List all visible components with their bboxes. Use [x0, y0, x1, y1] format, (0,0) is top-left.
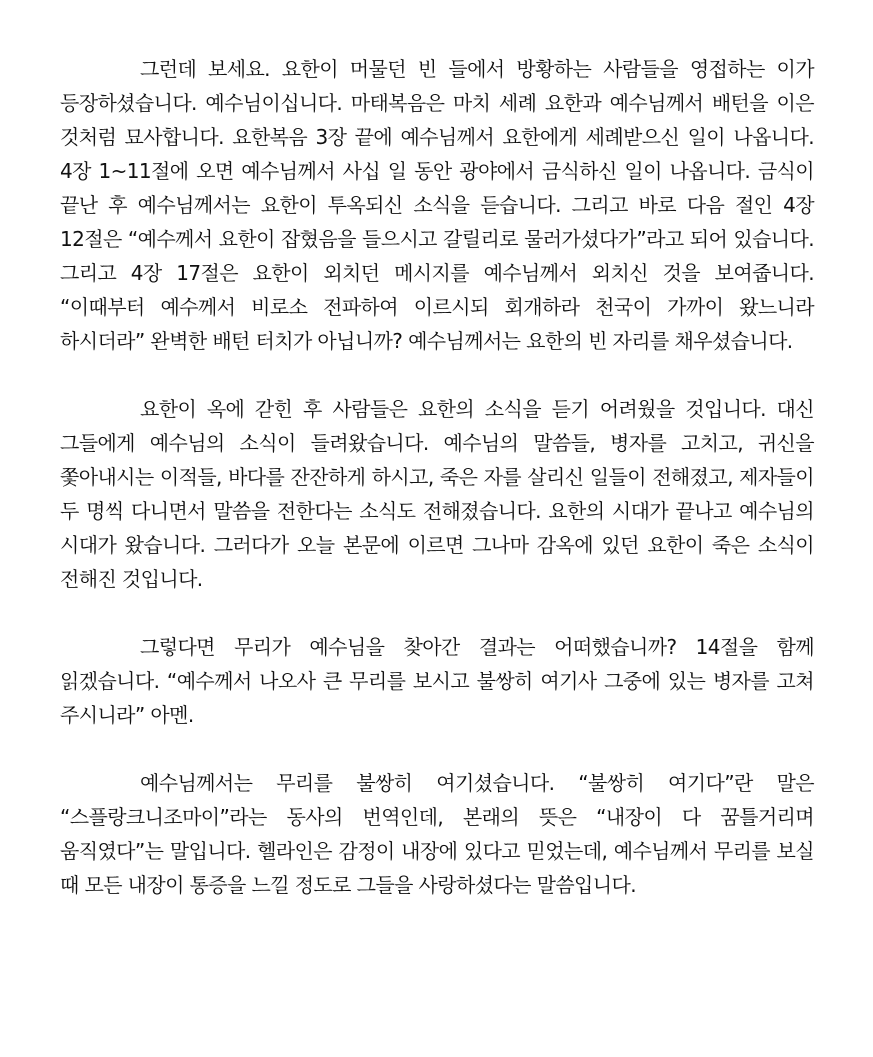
paragraph-compassion: 예수님께서는 무리를 불쌍히 여기셨습니다. “불쌍히 여기다”란 말은 “스플랑크니조마이”라는 동사의 번역인데, 본래의 뜻은 “내장이 다 꿈틀거리며 움직였다”는 말입니다. 헬라인은 감정이 내장에 있다고 믿었는데, 예수님께서 무리를 보실 때 모든 내장이 통증을 느낄 정도로 그들을 사랑하셨다는 말씀입니다.: [60, 771, 814, 897]
paragraph-news-of-jesus: 요한이 옥에 갇힌 후 사람들은 요한의 소식을 듣기 어려웠을 것입니다. 대신 그들에게 예수님의 소식이 들려왔습니다. 예수님의 말씀들, 병자를 고치고, 귀신을 쫓아내시는 이적들, 바다를 잔잔하게 하시고, 죽은 자를 살리신 일들이 전해졌고, 제자들이 두 명씩 다니면서 말씀을 전한다는 소식도 전해졌습니다. 요한의 시대가 끝나고 예수님의 시대가 왔습니다. 그러다가 오늘 본문에 이르면 그나마 감옥에 있던 요한이 죽은 소식이 전해진 것입니다.: [60, 397, 814, 591]
paragraph-crowd-result: 그렇다면 무리가 예수님을 찾아간 결과는 어떠했습니까? 14절을 함께 읽겠습니다. “예수께서 나오사 큰 무리를 보시고 불쌍히 여기사 그중에 있는 병자를 고쳐 주시니라” 아멘.: [60, 635, 814, 727]
paragraph-baton-touch: 그런데 보세요. 요한이 머물던 빈 들에서 방황하는 사람들을 영접하는 이가 등장하셨습니다. 예수님이십니다. 마태복음은 마치 세례 요한과 예수님께서 배턴을 이은 것처럼 묘사합니다. 요한복음 3장 끝에 예수님께서 요한에게 세례받으신 일이 나옵니다. 4장 1~11절에 오면 예수님께서 사십 일 동안 광야에서 금식하신 일이 나옵니다. 금식이 끝난 후 예수님께서는 요한이 투옥되신 소식을 듣습니다. 그리고 바로 다음 절인 4장 12절은 “예수께서 요한이 잡혔음을 들으시고 갈릴리로 물러가셨다가”라고 되어 있습니다. 그리고 4장 17절은 요한이 외치던 메시지를 예수님께서 외치신 것을 보여줍니다. “이때부터 예수께서 비로소 전파하여 이르시되 회개하라 천국이 가까이 왔느니라 하시더라” 완벽한 배턴 터치가 아닙니까? 예수님께서는 요한의 빈 자리를 채우셨습니다.: [60, 57, 814, 353]
document-body: [60, 52, 814, 902]
